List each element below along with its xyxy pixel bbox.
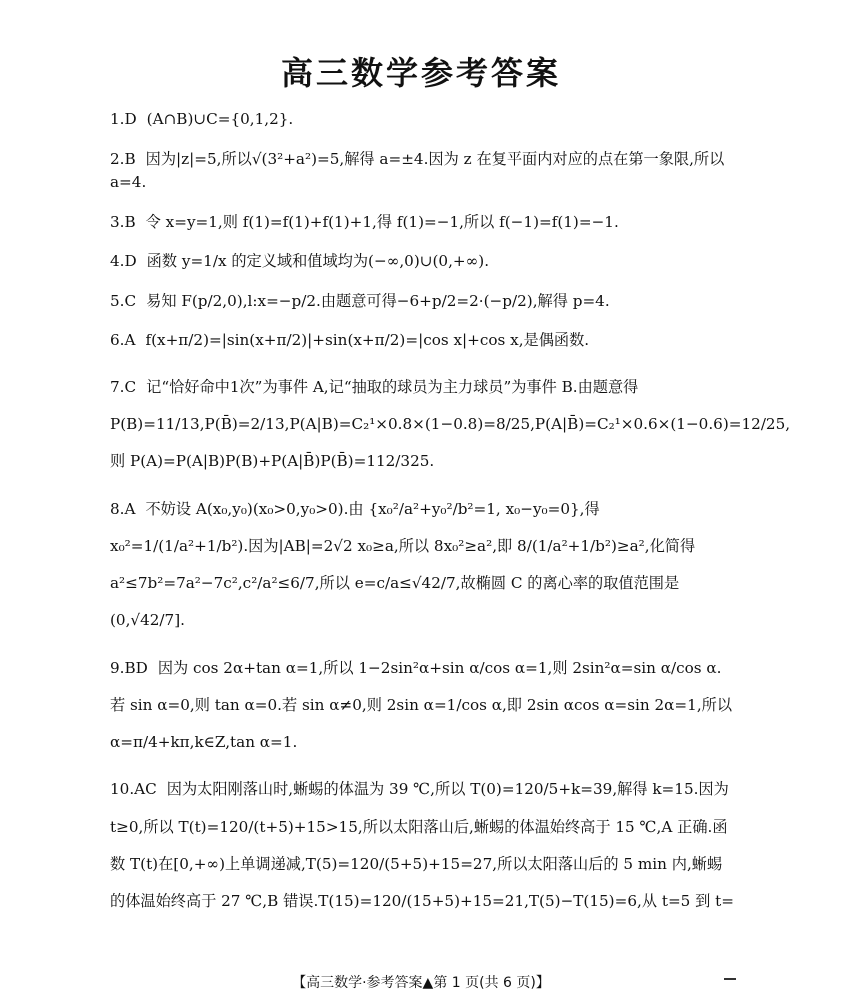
answer-item: [110, 650, 735, 762]
answer-item: [110, 290, 735, 314]
answer-text: 因为|z|=5,所以√(3²+a²)=5,解得 a=±4.因为 z 在复平面内对应的点在第一象限,所以 a=4.: [110, 149, 725, 192]
answer-text: (A∩B)∪C={0,1,2}.: [146, 110, 294, 128]
question-number: 5.C: [110, 291, 137, 310]
answer-text: 记“恰好命中1次”为事件 A,记“抽取的球员为主力球员”为事件 B.由题意得 P(B)=11/13,P(B̄)=2/13,P(A|B)=C₂¹×0.8×(1−0.8)=8/25,P(A|B̄)=C₂¹×0.6×(1−0.6)=12/25,则 P(A)=P(A|B)P(B)+P(A|B̄)P(B̄)=112/325.: [110, 377, 791, 471]
question-number: 10.AC: [110, 780, 157, 799]
answer-item: [110, 771, 735, 920]
corner-mark: [724, 978, 736, 980]
answer-item: [110, 250, 735, 274]
answer-item: [110, 148, 735, 195]
answer-text: 易知 F(p/2,0),l:x=−p/2.由题意可得−6+p/2=2·(−p/2),解得 p=4.: [146, 291, 610, 310]
answer-item: [110, 329, 735, 353]
answer-item: [110, 108, 735, 132]
answer-text: 不妨设 A(x₀,y₀)(x₀>0,y₀>0).由 {x₀²/a²+y₀²/b²=1, x₀−y₀=0},得 x₀²=1/(1/a²+1/b²).因为|AB|=2√2 x₀≥a,所以 8x₀²≥a²,即 8/(1/a²+1/b²)≥a²,化简得 a²≤7b²=7a²−7c²,c²/a²≤6/7,所以 e=c/a≤√42/7,故椭圆 C 的离心率的取值范围是(0,√42/7].: [110, 499, 696, 630]
answer-list: [110, 108, 791, 930]
question-number: 7.C: [110, 377, 137, 396]
question-number: 1.D: [110, 110, 137, 128]
answer-text: f(x+π/2)=|sin(x+π/2)|+sin(x+π/2)=|cos x|+cos x,是偶函数.: [145, 331, 590, 350]
answer-item: [110, 491, 735, 640]
page-footer: 【高三数学·参考答案▲第 1 页(共 6 页)】: [292, 975, 550, 991]
answer-text: 令 x=y=1,则 f(1)=f(1)+f(1)+1,得 f(1)=−1,所以 f(−1)=f(1)=−1.: [145, 212, 619, 231]
question-number: 3.B: [110, 212, 136, 231]
answer-text: 因为 cos 2α+tan α=1,所以 1−2sin²α+sin α/cos α=1,则 2sin²α=sin α/cos α.若 sin α=0,则 tan α=0.若 sin α≠0,则 2sin α=1/cos α,即 2sin αcos α=sin 2α=1,所以 α=π/4+kπ,k∈Z,tan α=1.: [110, 658, 733, 752]
question-number: 8.A: [110, 499, 136, 518]
answer-text: 因为太阳刚落山时,蜥蜴的体温为 39 ℃,所以 T(0)=120/5+k=39,解得 k=15.因为 t≥0,所以 T(t)=120/(t+5)+15>15,所以太阳落山后,蜥蜴的体温始终高于 15 ℃,A 正确.函数 T(t)在[0,+∞)上单调递减,T(5)=120/(5+5)+15=27,所以太阳落山后的 5 min 内,蜥蜴的体温始终高于 27 ℃,B 错误.T(15)=120/(15+5)+15=21,T(5)−T(15)=6,从 t=5 到 t=: [110, 780, 734, 910]
answer-item: [110, 211, 735, 235]
question-number: 2.B: [110, 149, 136, 168]
question-number: 6.A: [110, 331, 136, 350]
answer-text: 函数 y=1/x 的定义域和值域均为(−∞,0)∪(0,+∞).: [146, 252, 490, 271]
question-number: 9.BD: [110, 658, 148, 677]
question-number: 4.D: [110, 252, 137, 271]
answer-item: [110, 369, 791, 481]
page-title: 高三数学参考答案: [280, 54, 561, 92]
